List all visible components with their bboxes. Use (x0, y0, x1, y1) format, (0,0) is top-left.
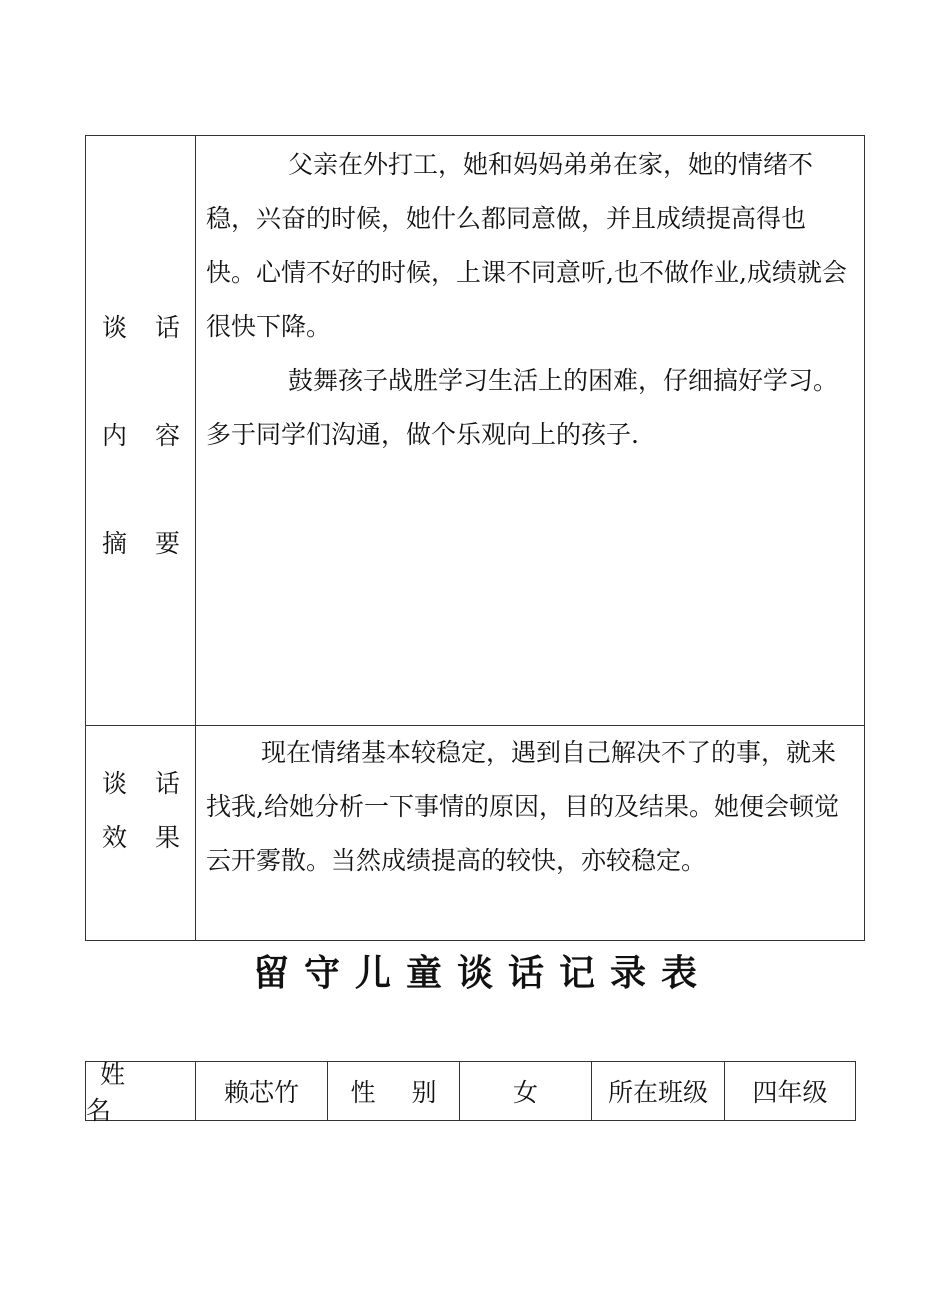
gender-value: 女 (460, 1062, 592, 1120)
effect-label (86, 726, 196, 940)
label-line: 谈 话 (102, 769, 190, 798)
label-line: 谈 话 (102, 313, 190, 342)
effect-text (206, 726, 854, 888)
effect-paragraph: 现在情绪基本较稳定，遇到自己解决不了的事，就来找我,给她分析一下事情的原因，目的及结果。她便会顿觉云开雾散。当然成绩提高的较快，亦较稳定。 (206, 738, 839, 875)
student-info-table (85, 1060, 856, 1125)
label-line: 内 容 (102, 421, 190, 450)
effect-row (86, 726, 864, 940)
class-label: 所在班级 (592, 1062, 725, 1120)
summary-paragraph: 父亲在外打工，她和妈妈弟弟在家，她的情绪不稳，兴奋的时候，她什么都同意做，并且成绩提高得也快。心情不好的时候，上课不同意听,也不做作业,成绩就会很快下降。 (206, 150, 847, 341)
summary-paragraph: 鼓舞孩子战胜学习生活上的困难，仔细搞好学习。多于同学们沟通，做个乐观向上的孩子. (206, 366, 839, 449)
name-label: 姓 名 (86, 1062, 196, 1120)
label-line: 效 果 (102, 823, 190, 852)
gender-label: 性 别 (328, 1062, 460, 1120)
label-line: 摘 要 (102, 529, 190, 558)
class-value: 四年级 (752, 1078, 828, 1107)
talk-record-table (85, 135, 865, 941)
content-summary-text (206, 138, 850, 462)
form-title: 留守儿童谈话记录表 (252, 953, 712, 994)
content-summary-row (86, 136, 864, 726)
content-summary-label (86, 136, 196, 725)
name-value: 赖芯竹 (196, 1062, 328, 1120)
